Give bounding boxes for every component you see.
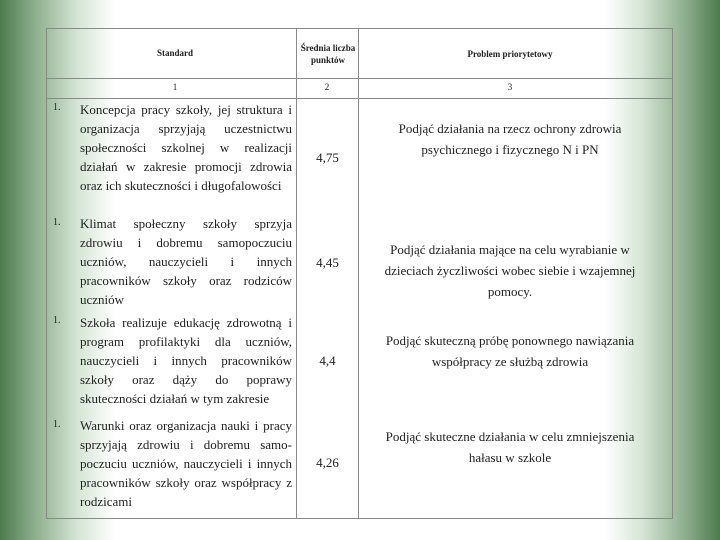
row-1-problem: Podjąć działania na rzecz ochrony zdrowia psychicznego i fizycznego N i PN	[398, 121, 622, 157]
row-2-index: 1.	[53, 217, 61, 228]
column-number-3: 3	[507, 82, 513, 92]
row-4-problem: Podjąć skuteczne działania w celu zmniejszenia hałasu w szkole	[385, 429, 635, 465]
row-1-standard: Koncepcja pracy szkoły, jej struktura i organizacja sprzyjają uczestnictwu społeczności szkolnej w realizacji działań w zakresie promocji zdrowia oraz ich skuteczności i długofalowości	[80, 102, 292, 193]
row-4-score: 4,26	[316, 455, 339, 470]
row-3-standard: Szkoła realizuje edukację zdrowotną i program profilaktyki dla uczniów, nauczycieli i innych pracowników szkoły oraz dąży do poprawy skuteczności działań w tym zakresie	[80, 315, 292, 406]
row-2-problem: Podjąć działania mające na celu wyrabianie w dzieciach życzliwości wobec siebie i wzajemnej pomocy.	[384, 242, 636, 299]
column-number-1: 1	[172, 82, 178, 92]
row-1-index: 1.	[53, 102, 61, 113]
row-2-score: 4,45	[316, 255, 339, 270]
table-divider-1	[296, 28, 297, 518]
number-row-separator	[46, 98, 673, 99]
column-number-2: 2	[324, 82, 330, 92]
row-4-index: 1.	[53, 419, 61, 430]
row-4-standard: Warunki oraz organizacja nauki i pracy sprzyjają zdrowiu i dobremu samo-poczuciu uczniów, nauczycieli i innych pracowników szkoły oraz współpracy z rodzicami	[80, 418, 292, 509]
header-priority-problem: Problem priorytetowy	[467, 49, 553, 59]
row-3-problem: Podjąć skuteczną próbę ponownego nawiązania współpracy ze służbą zdrowia	[385, 333, 635, 369]
table-border-left	[46, 28, 47, 518]
table-border-right	[672, 28, 673, 518]
row-3-score: 4,4	[319, 353, 336, 368]
row-2-standard: Klimat społeczny szkoły sprzyja zdrowiu i dobremu samopoczuciu uczniów, nauczycieli i innych pracowników szkoły oraz rodziców uczniów	[80, 216, 292, 307]
table-border-bottom	[46, 518, 673, 519]
header-standard: Standard	[156, 48, 193, 58]
table-divider-2	[358, 28, 359, 518]
header-average-score: Średnia liczba punktów	[300, 43, 356, 65]
table-border-top	[46, 28, 673, 29]
row-3-index: 1.	[53, 315, 61, 326]
header-separator	[46, 78, 673, 79]
row-1-score: 4,75	[316, 150, 339, 165]
